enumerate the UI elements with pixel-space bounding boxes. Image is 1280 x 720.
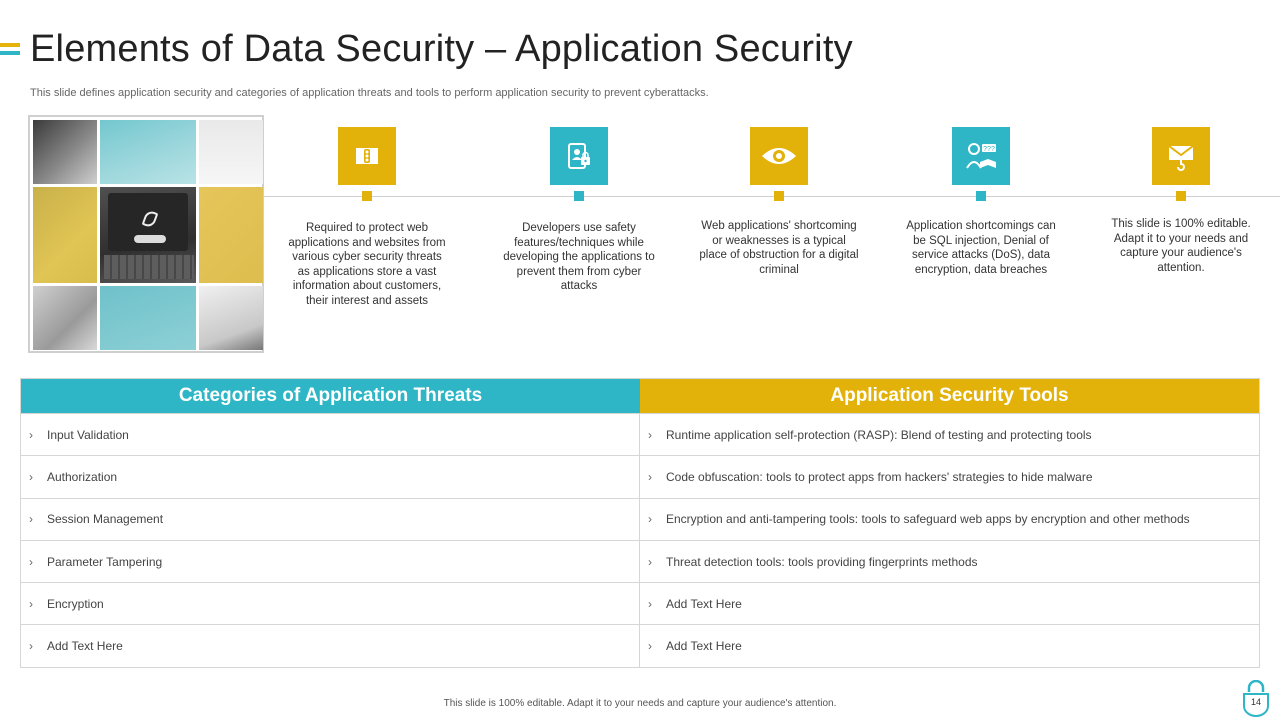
chevron-right-icon: ›	[648, 512, 652, 527]
step-description: Application shortcomings can be SQL injection, Denial of service attacks (DoS), data encryption, data breaches	[906, 220, 1056, 276]
threat-cell	[21, 499, 640, 540]
footer-note: This slide is 100% editable. Adapt it to your needs and capture your audience's attention.	[443, 698, 837, 709]
collage-tile	[199, 187, 263, 283]
page-number: 14	[1250, 697, 1261, 707]
chevron-right-icon: ›	[29, 554, 33, 569]
chevron-right-icon: ›	[648, 639, 652, 654]
threat-label: Encryption	[47, 596, 104, 611]
header-tools: Application Security Tools	[640, 379, 1259, 413]
threat-label: Input Validation	[47, 427, 129, 442]
step-description: Web applications' shortcoming or weaknesses is a typical place of obstruction for a digital criminal	[699, 220, 859, 276]
threat-label: Parameter Tampering	[47, 554, 163, 569]
chevron-right-icon: ›	[29, 596, 33, 611]
threat-cell	[21, 541, 640, 582]
threat-cell	[21, 414, 640, 455]
tool-label: Add Text Here	[666, 639, 742, 654]
collage-tile	[199, 120, 263, 184]
step-description: Required to protect web applications and websites from various cyber security threats as applications store a vast information about customers, their interest and assets	[288, 222, 446, 307]
tool-cell	[640, 583, 1259, 624]
vpn-toggle-icon	[134, 235, 166, 243]
tool-label: Add Text Here	[666, 596, 742, 611]
table-header	[21, 379, 1259, 413]
chevron-right-icon: ›	[29, 427, 33, 442]
step-description: This slide is 100% editable. Adapt it to your needs and capture your audience's attention.	[1111, 218, 1251, 274]
security-table	[20, 378, 1260, 668]
laptop-image	[100, 187, 196, 283]
chevron-right-icon: ›	[648, 554, 652, 569]
step-2	[489, 127, 669, 294]
tool-cell	[640, 541, 1259, 582]
table-row	[21, 582, 1259, 624]
tool-cell	[640, 456, 1259, 497]
user-lock-device-icon	[550, 127, 608, 185]
header-threats: Categories of Application Threats	[21, 379, 640, 413]
tool-label: Runtime application self-protection (RASP): Blend of testing and protecting tools	[666, 427, 1092, 442]
collage-tile	[100, 120, 196, 184]
tool-cell	[640, 414, 1259, 455]
timeline-dot	[574, 191, 584, 201]
table-row	[21, 498, 1259, 540]
confused-reader-icon	[952, 127, 1010, 185]
timeline-dot	[1176, 191, 1186, 201]
step-description: Developers use safety features/techniques while developing the applications to prevent them from cyber attacks	[503, 222, 655, 292]
threat-cell	[21, 583, 640, 624]
tool-cell	[640, 625, 1259, 666]
timeline-dot	[362, 191, 372, 201]
tool-label: Encryption and anti-tampering tools: tools to safeguard web apps by encryption and other methods	[666, 512, 1190, 527]
title-accent-bars	[0, 43, 20, 55]
shield-logo-icon	[142, 209, 159, 228]
svg-text:???: ???	[983, 146, 995, 153]
threat-label: Authorization	[47, 469, 118, 484]
chevron-right-icon: ›	[29, 512, 33, 527]
accent-bar-yellow	[0, 43, 20, 47]
accent-bar-teal	[0, 51, 20, 55]
traffic-light-icon	[338, 127, 396, 185]
table-row	[21, 540, 1259, 582]
chevron-right-icon: ›	[648, 427, 652, 442]
table-row	[21, 455, 1259, 497]
timeline-dot	[976, 191, 986, 201]
step-5	[1091, 127, 1271, 275]
chevron-right-icon: ›	[29, 469, 33, 484]
collage-tile	[100, 286, 196, 350]
tool-label: Threat detection tools: tools providing fingerprints methods	[666, 554, 978, 569]
collage-tile	[33, 187, 97, 283]
envelope-hook-icon	[1152, 127, 1210, 185]
timeline-dot	[774, 191, 784, 201]
table-row	[21, 624, 1259, 666]
tool-cell	[640, 499, 1259, 540]
collage-tile	[33, 120, 97, 184]
collage-tile	[33, 286, 97, 350]
tool-label: Code obfuscation: tools to protect apps from hackers' strategies to hide malware	[666, 469, 1093, 484]
step-4	[891, 127, 1071, 277]
threat-label: Add Text Here	[47, 639, 123, 654]
page-subtitle: This slide defines application security and categories of application threats and tools to perform application security to prevent cyberattacks.	[30, 87, 709, 99]
laptop-photo-collage	[28, 115, 264, 353]
chevron-right-icon: ›	[29, 639, 33, 654]
threat-cell	[21, 456, 640, 497]
eye-icon	[750, 127, 808, 185]
laptop-screen	[108, 193, 188, 251]
keyboard	[104, 255, 194, 279]
threat-cell	[21, 625, 640, 666]
collage-tile	[199, 286, 263, 350]
step-1	[277, 127, 457, 308]
step-3	[689, 127, 869, 277]
chevron-right-icon: ›	[648, 596, 652, 611]
page-title: Elements of Data Security – Application Security	[30, 28, 853, 70]
table-row	[21, 413, 1259, 455]
chevron-right-icon: ›	[648, 469, 652, 484]
threat-label: Session Management	[47, 512, 164, 527]
